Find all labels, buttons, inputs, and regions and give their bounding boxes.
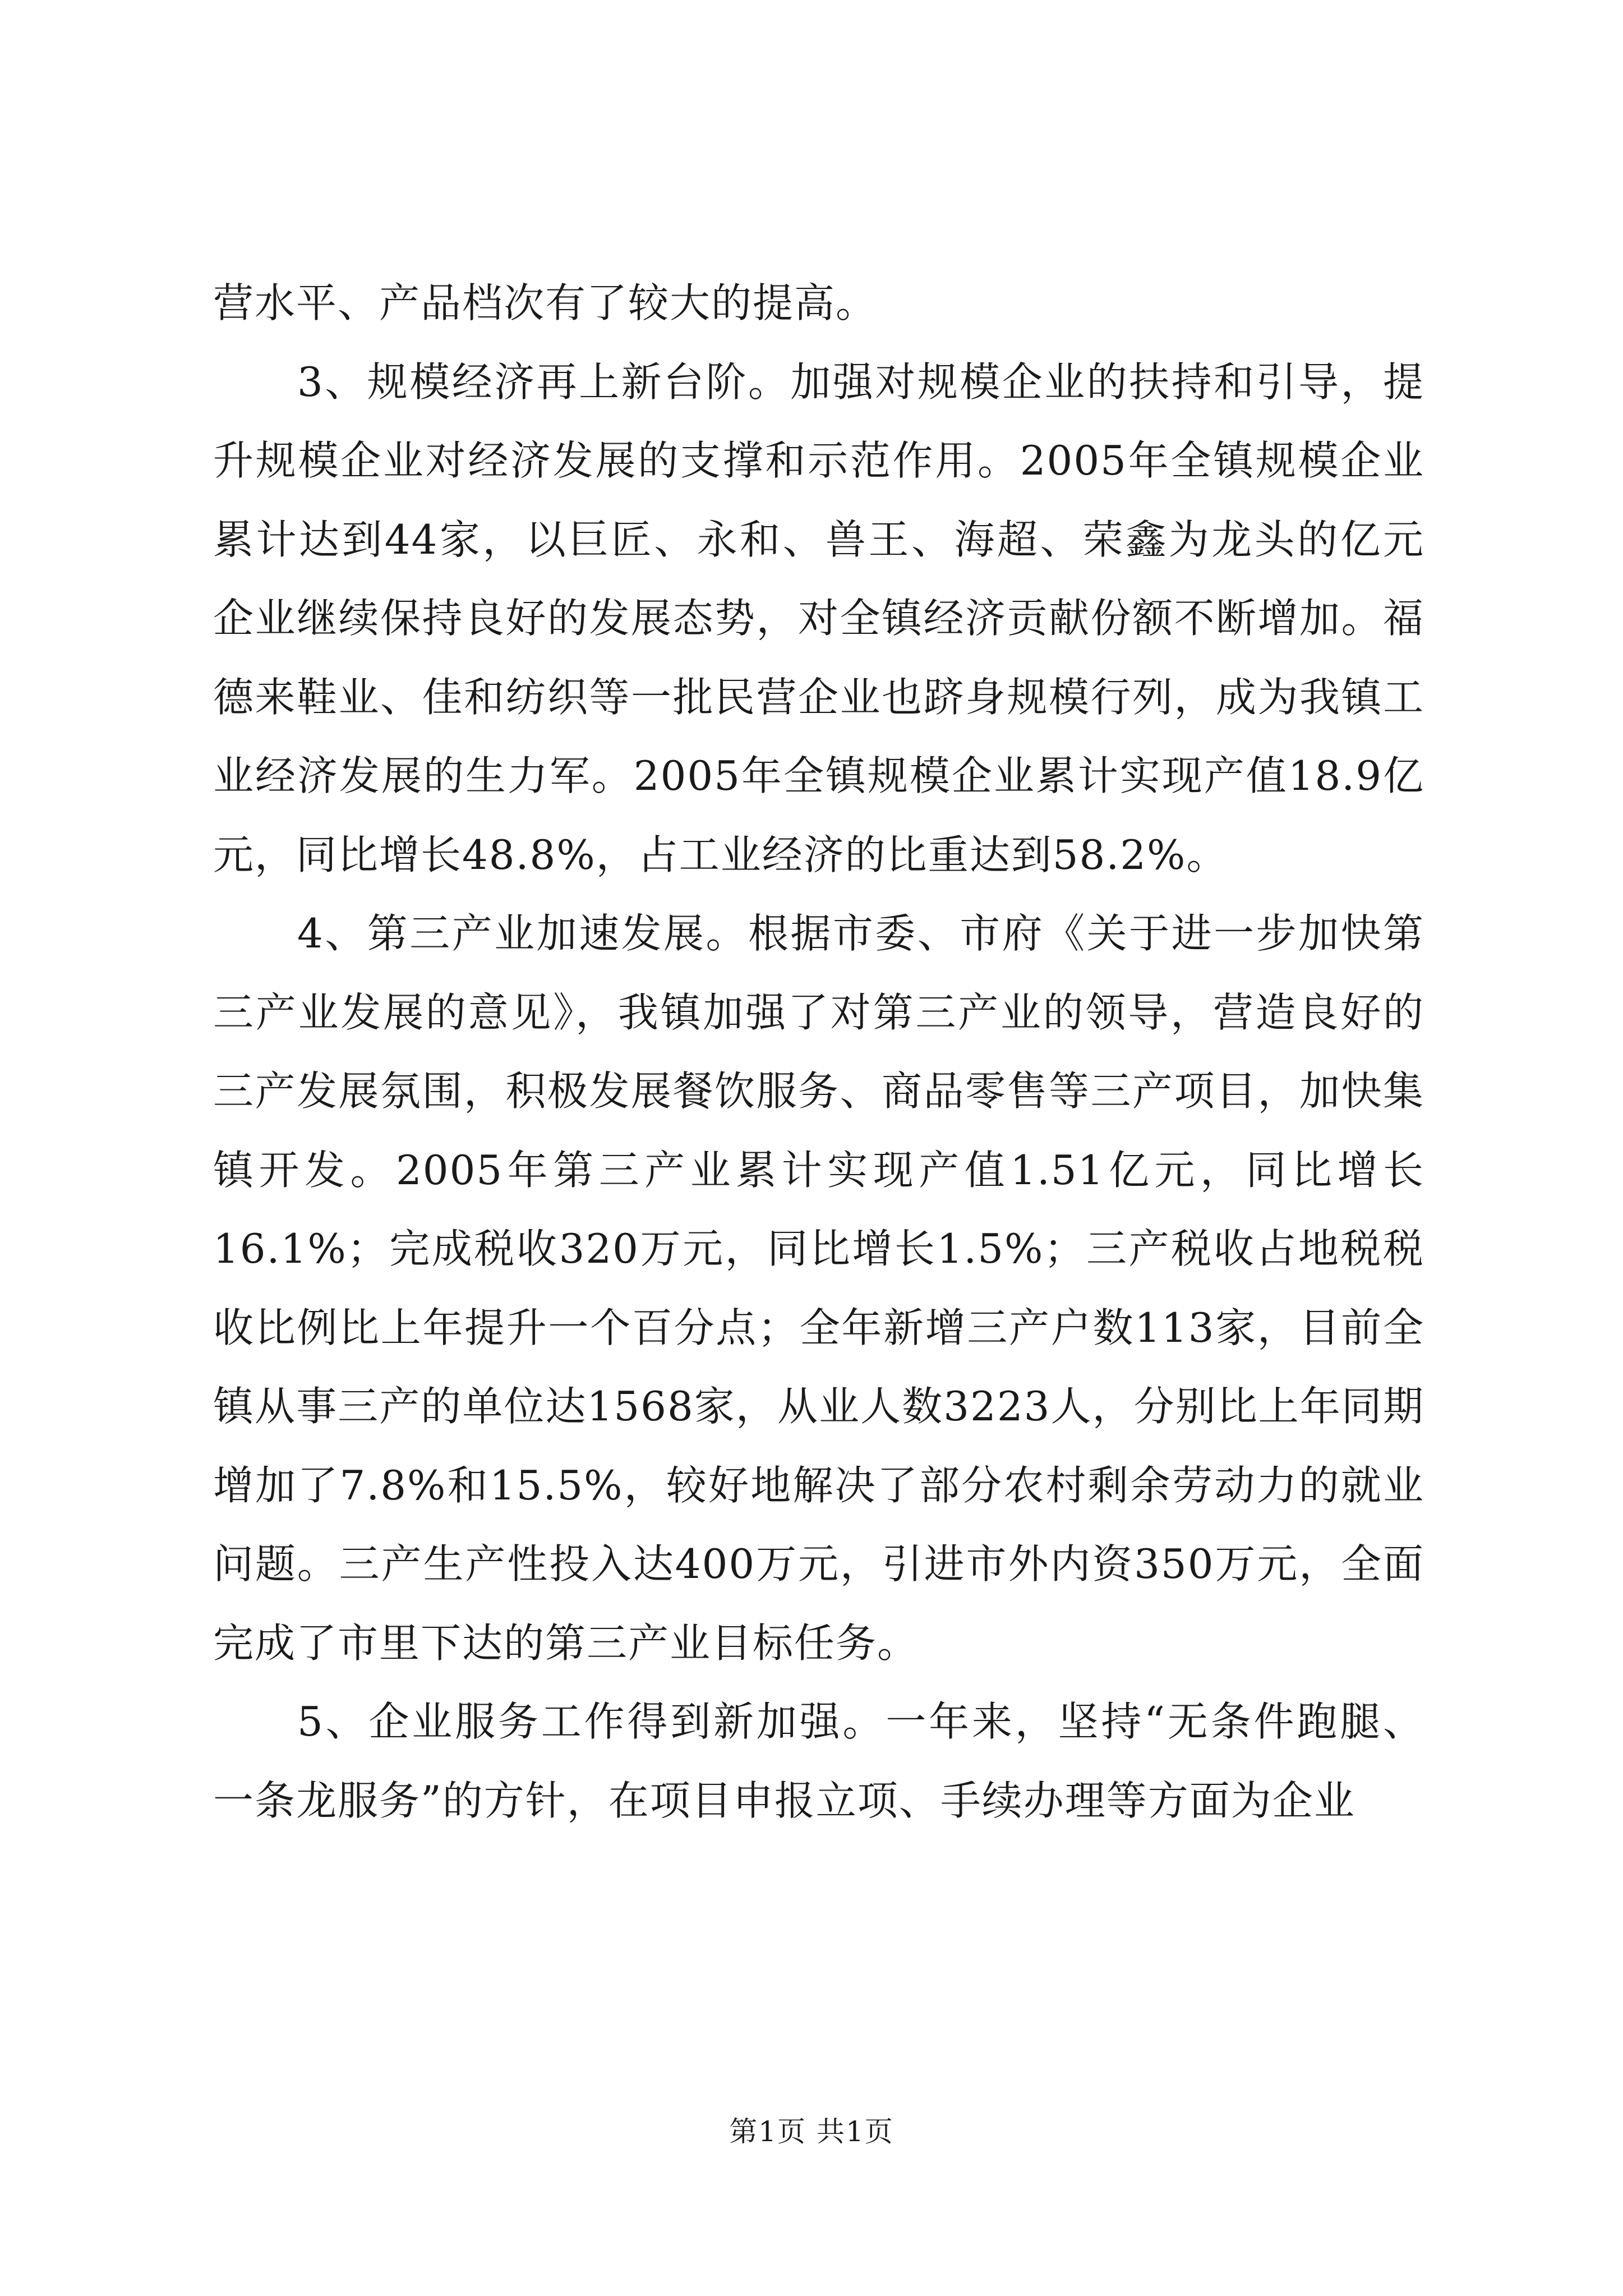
document-body <box>213 264 1424 1840</box>
paragraph-item-4: 4、第三产业加速发展。根据市委、市府《关于进一步加快第三产业发展的意见》，我镇加强了对第三产业的领导，营造良好的三产发展氛围，积极发展餐饮服务、商品零售等三产项目，加快集镇开发。2005年第三产业累计实现产值1.51亿元，同比增长16.1%；完成税收320万元，同比增长1.5%；三产税收占地税税收比例比上年提升一个百分点；全年新增三产户数113家，目前全镇从事三产的单位达1568家，从业人数3223人，分别比上年同期增加了7.8%和15.5%，较好地解决了部分农村剩余劳动力的就业问题。三产生产性投入达400万元，引进市外内资350万元，全面完成了市里下达的第三产业目标任务。 <box>213 910 1424 1667</box>
paragraph-item-5: 5、企业服务工作得到新加强。一年来，坚持“无条件跑腿、一条龙服务”的方针，在项目申报立项、手续办理等方面为企业 <box>213 1698 1424 1824</box>
paragraph-item-3: 3、规模经济再上新台阶。加强对规模企业的扶持和引导，提升规模企业对经济发展的支撑和示范作用。2005年全镇规模企业累计达到44家，以巨匠、永和、兽王、海超、荣鑫为龙头的亿元企业继续保持良好的发展态势，对全镇经济贡献份额不断增加。福德来鞋业、佳和纺织等一批民营企业也跻身规模行列，成为我镇工业经济发展的生力军。2005年全镇规模企业累计实现产值18.9亿元，同比增长48.8%，占工业经济的比重达到58.2%。 <box>213 358 1424 878</box>
paragraph-continuation: 营水平、产品档次有了较大的提高。 <box>213 279 878 326</box>
page-number-footer: 第1页 共1页 <box>729 2115 894 2148</box>
